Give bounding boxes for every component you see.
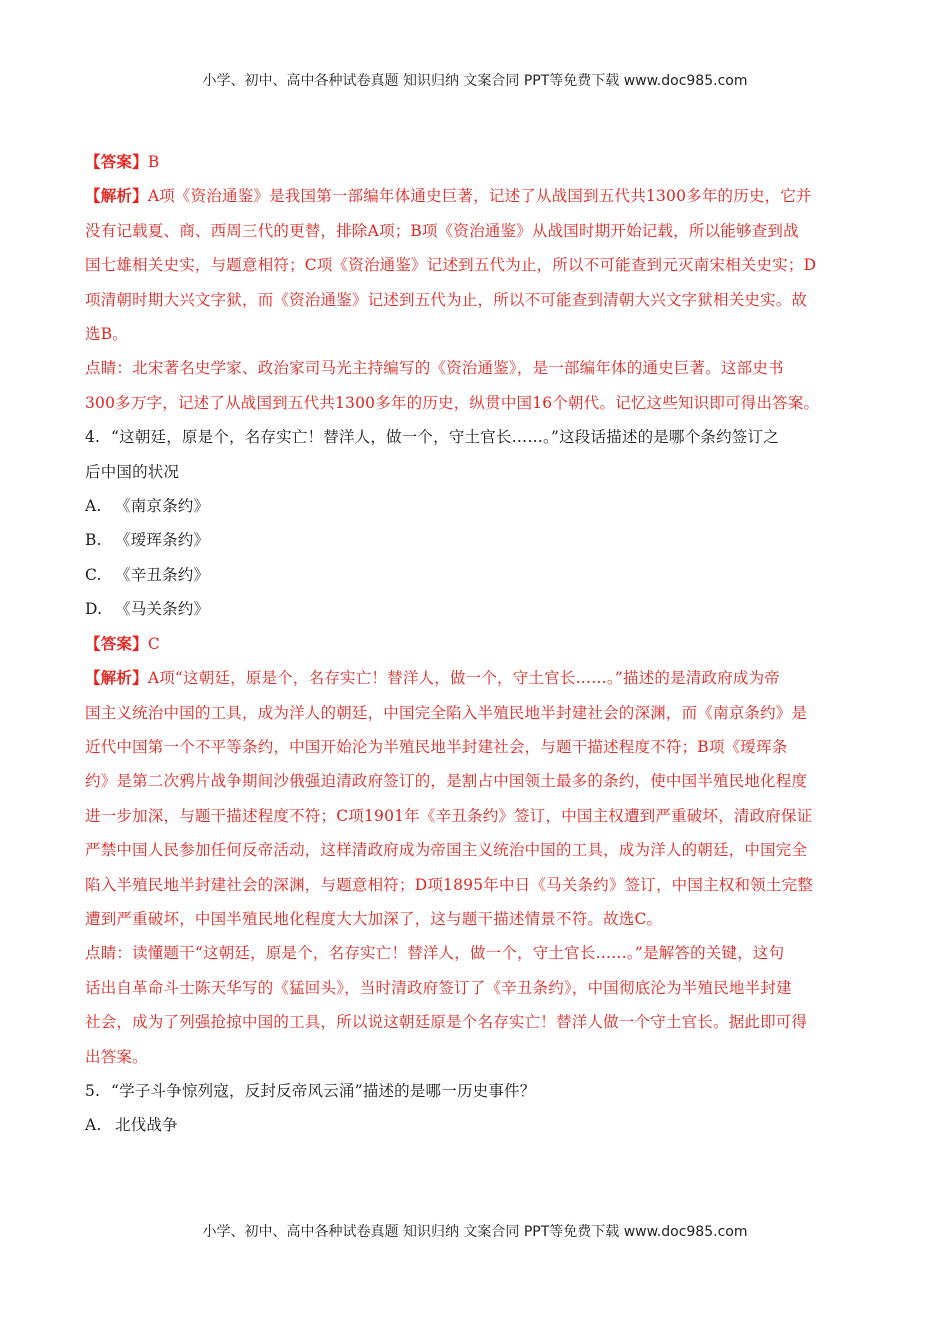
q4-analysis-line: 国主义统治中国的工具，成为洋人的朝廷，中国完全陷入半殖民地半封建社会的深渊，而《南京条约》是 [85, 703, 808, 722]
question-number: 5. [85, 1081, 101, 1100]
q3-answer [85, 145, 860, 179]
q3-comment-line: 点睛：北宋著名史学家、政治家司马光主持编写的《资治通鉴》，是一部编年体的通史巨著。这部史书 [85, 359, 784, 378]
q3-analysis-line: 【解析】A项《资治通鉴》是我国第一部编年体通史巨著，记述了从战国到五代共1300多年的历史，它并 [85, 186, 812, 206]
q3-comment-line: 300多万字，记述了从战国到五代共1300多年的历史，纵贯中国16个朝代。记忆这些知识即可得出答案。 [85, 393, 820, 412]
q4-analysis-line: 陷入半殖民地半封建社会的深渊，与题意相符；D项1895年中日《马关条约》签订，中国主权和领土完整 [85, 875, 813, 894]
q4-analysis-line: 约》是第二次鸦片战争期间沙俄强迫清政府签订的，是割占中国领土最多的条约，使中国半殖民地化程度 [85, 772, 808, 791]
q4-stem-cont: 后中国的状况 [85, 462, 180, 481]
q4-analysis-line: 遭到严重破坏，中国半殖民地化程度大大加深了，这与题干描述情景不符。故选C。 [85, 909, 663, 928]
option-a: A. 《南京条约》 [85, 497, 210, 516]
q4-analysis-line: 【解析】A项“这朝廷，原是个，名存实亡！替洋人，做一个，守土官长……。”描述的是清政府成为帝 [85, 668, 781, 688]
analysis-tag: 【解析】 [85, 668, 148, 688]
q4-analysis-line: 严禁中国人民参加任何反帝活动，这样清政府成为帝国主义统治中国的工具，成为洋人的朝廷，中国完全 [85, 841, 808, 860]
q4-answer [85, 627, 860, 661]
answer-tag: 【答案】 [85, 633, 148, 653]
page-footer: 小学、初中、高中各种试卷真题 知识归纳 文案合同 PPT等免费下载 www.doc985.com [202, 1224, 748, 1240]
q4-comment-line: 出答案。 [85, 1047, 148, 1066]
q4-comment-line: 点睛：读懂题干“这朝廷，原是个，名存实亡！替洋人，做一个，守土官长……。”是解答的关键，这句 [85, 944, 785, 963]
option-d: D. 《马关条约》 [85, 600, 210, 619]
q3-analysis-line: 国七雄相关史实，与题意相符；C项《资治通鉴》记述到五代为止，所以不可能查到元灭南宋相关史实；D [85, 256, 817, 275]
answer-value: C [147, 634, 160, 653]
option-c: C. 《辛丑条约》 [85, 565, 210, 584]
question-number: 4. [85, 428, 101, 447]
option-b: B. 《瑷珲条约》 [85, 531, 210, 550]
q3-analysis-line: 没有记载夏、商、西周三代的更替，排除A项；B项《资治通鉴》从战国时期开始记载，所以能够查到战 [85, 221, 799, 240]
answer-tag: 【答案】 [85, 152, 148, 171]
document-body [85, 145, 860, 1143]
q4-analysis-line: 进一步加深，与题干描述程度不符；C项1901年《辛丑条约》签订，中国主权遭到严重破坏，清政府保证 [85, 806, 813, 825]
q3-analysis-line: 项清朝时期大兴文字狱，而《资治通鉴》记述到五代为止，所以不可能查到清朝大兴文字狱相关史实。故 [85, 290, 808, 309]
q4-analysis-line: 近代中国第一个不平等条约，中国开始沦为半殖民地半封建社会，与题干描述程度不符；B项《瑷珲条 [85, 737, 788, 756]
q4-comment-line: 话出自革命斗士陈天华写的《猛回头》，当时清政府签订了《辛丑条约》，中国彻底沦为半殖民地半封建 [85, 978, 792, 997]
page-header: 小学、初中、高中各种试卷真题 知识归纳 文案合同 PPT等免费下载 www.doc985.com [202, 73, 748, 89]
q4-comment-line: 社会，成为了列强抢掠中国的工具，所以说这朝廷原是个名存实亡！替洋人做一个守土官长。据此即可得 [85, 1013, 808, 1032]
q3-analysis-line: 选B。 [85, 325, 128, 344]
q5-stem: 5. “学子斗争惊列寇，反封反帝风云涌”描述的是哪一历史事件？ [85, 1074, 860, 1108]
option-a: A. 北伐战争 [85, 1116, 178, 1135]
q4-stem: 4. “这朝廷，原是个，名存实亡！替洋人，做一个，守土官长……。”这段话描述的是哪个条约签订之 [85, 420, 860, 454]
analysis-tag: 【解析】 [85, 186, 148, 206]
answer-value: B [147, 153, 160, 171]
